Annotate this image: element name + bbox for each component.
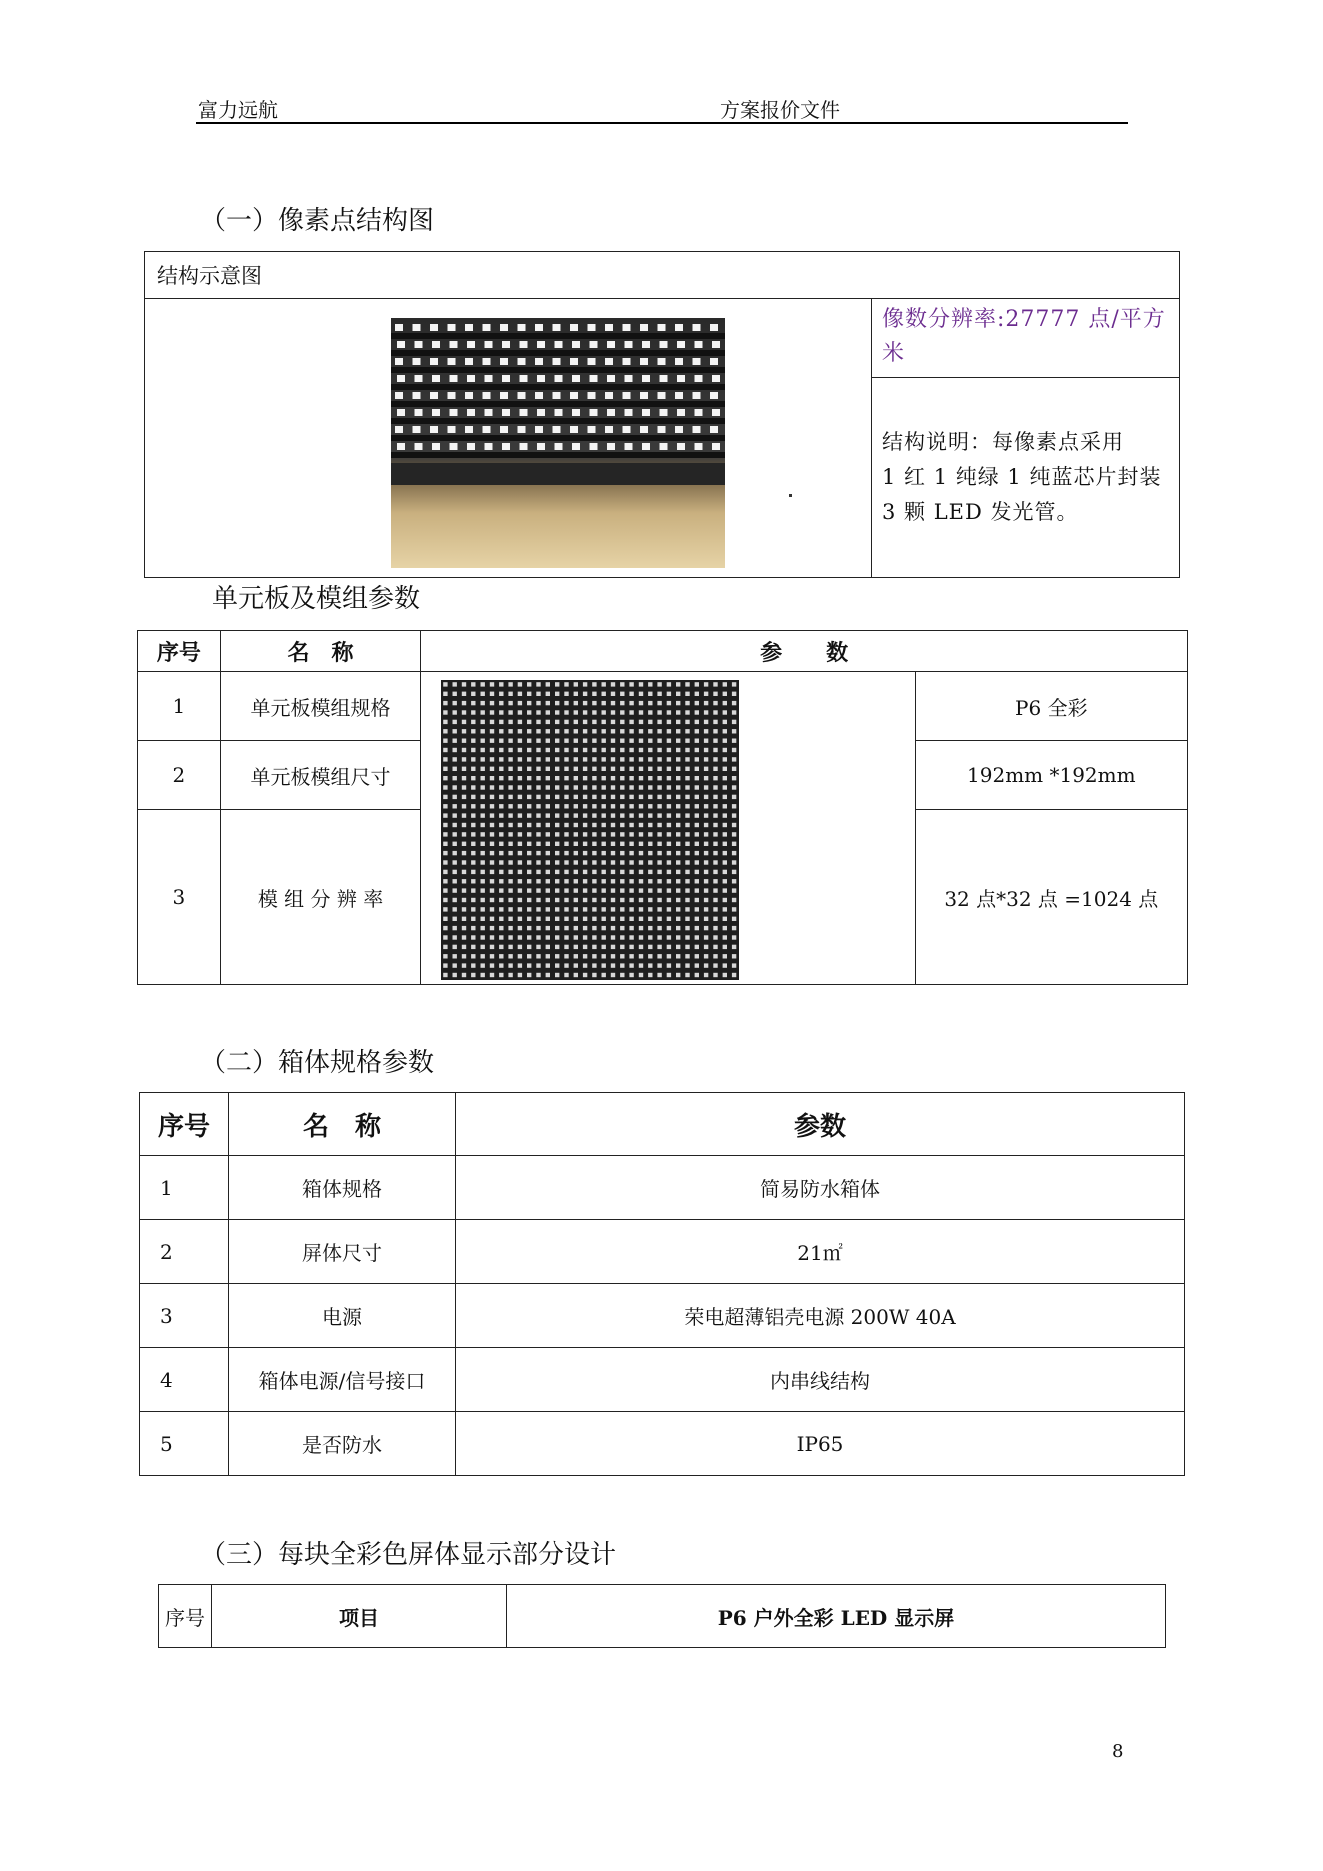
- pixel-closeup-image: [391, 318, 725, 568]
- row-no: 4: [140, 1348, 229, 1412]
- structure-desc-line-3: 3 颗 LED 发光管。: [882, 500, 1079, 524]
- col-header-name: 名 称: [229, 1093, 456, 1156]
- pixel-structure-table: [144, 251, 1180, 578]
- row-name: 箱体规格: [229, 1156, 456, 1220]
- row-name: 单元板模组尺寸: [220, 741, 420, 810]
- row-name: 屏体尺寸: [229, 1220, 456, 1284]
- display-design-table: [158, 1584, 1166, 1648]
- row-no: 1: [140, 1156, 229, 1220]
- module-image-cell: [421, 672, 915, 985]
- row-name: 电源: [229, 1284, 456, 1348]
- module-param-table: [137, 630, 1188, 985]
- row-no: 2: [140, 1220, 229, 1284]
- section3-title: （三）每块全彩色屏体显示部分设计: [200, 1540, 617, 1570]
- row-no: 5: [140, 1412, 229, 1476]
- col-header-params: 参数: [456, 1093, 1185, 1156]
- header-company: 富力远航: [198, 98, 278, 122]
- row-name: 是否防水: [229, 1412, 456, 1476]
- row-value: IP65: [456, 1412, 1185, 1476]
- col-header-product: P6 户外全彩 LED 显示屏: [507, 1585, 1166, 1648]
- row-name: 箱体电源/信号接口: [229, 1348, 456, 1412]
- row-value: 32 点*32 点 =1024 点: [915, 810, 1187, 985]
- row-name: 单元板模组规格: [220, 672, 420, 741]
- table-row: [140, 1348, 1185, 1412]
- led-module-image: [441, 680, 739, 980]
- section2-title: （二）箱体规格参数: [200, 1048, 435, 1078]
- cabinet-spec-table: [139, 1092, 1185, 1476]
- table-row: [140, 1220, 1185, 1284]
- col-header-no: 序号: [140, 1093, 229, 1156]
- row-value: 21㎡: [456, 1220, 1185, 1284]
- row-no: 1: [138, 672, 221, 741]
- col-header-no: 序号: [159, 1585, 212, 1648]
- col-header-item: 项目: [212, 1585, 507, 1648]
- col-header-no: 序号: [138, 631, 221, 672]
- table-row: [140, 1284, 1185, 1348]
- structure-caption: 结构示意图: [145, 252, 1180, 299]
- module-section-title: 单元板及模组参数: [212, 584, 421, 614]
- structure-description: [872, 378, 1180, 578]
- page-number: 8: [1112, 1741, 1124, 1762]
- table-row: [140, 1156, 1185, 1220]
- table-row: [138, 672, 1188, 741]
- header-doc-title: 方案报价文件: [720, 98, 840, 122]
- pixel-resolution: 像数分辨率:27777 点/平方米: [872, 299, 1180, 378]
- row-no: 3: [140, 1284, 229, 1348]
- col-header-params: 参 数: [421, 631, 1188, 672]
- pixel-photo-cell: [145, 299, 872, 578]
- table-row: [140, 1412, 1185, 1476]
- row-name: 模 组 分 辨 率: [220, 810, 420, 985]
- section1-title: （一）像素点结构图: [200, 206, 435, 236]
- row-no: 2: [138, 741, 221, 810]
- row-value: 荣电超薄铝壳电源 200W 40A: [456, 1284, 1185, 1348]
- row-value: P6 全彩: [915, 672, 1187, 741]
- structure-desc-line-2: 1 红 1 纯绿 1 纯蓝芯片封装: [882, 465, 1162, 489]
- row-value: 简易防水箱体: [456, 1156, 1185, 1220]
- row-value: 内串线结构: [456, 1348, 1185, 1412]
- header-rule: [196, 122, 1128, 124]
- structure-desc-line-1: 结构说明：每像素点采用: [882, 430, 1124, 454]
- col-header-name: 名 称: [220, 631, 420, 672]
- row-no: 3: [138, 810, 221, 985]
- row-value: 192mm *192mm: [915, 741, 1187, 810]
- stray-mark: [789, 494, 792, 497]
